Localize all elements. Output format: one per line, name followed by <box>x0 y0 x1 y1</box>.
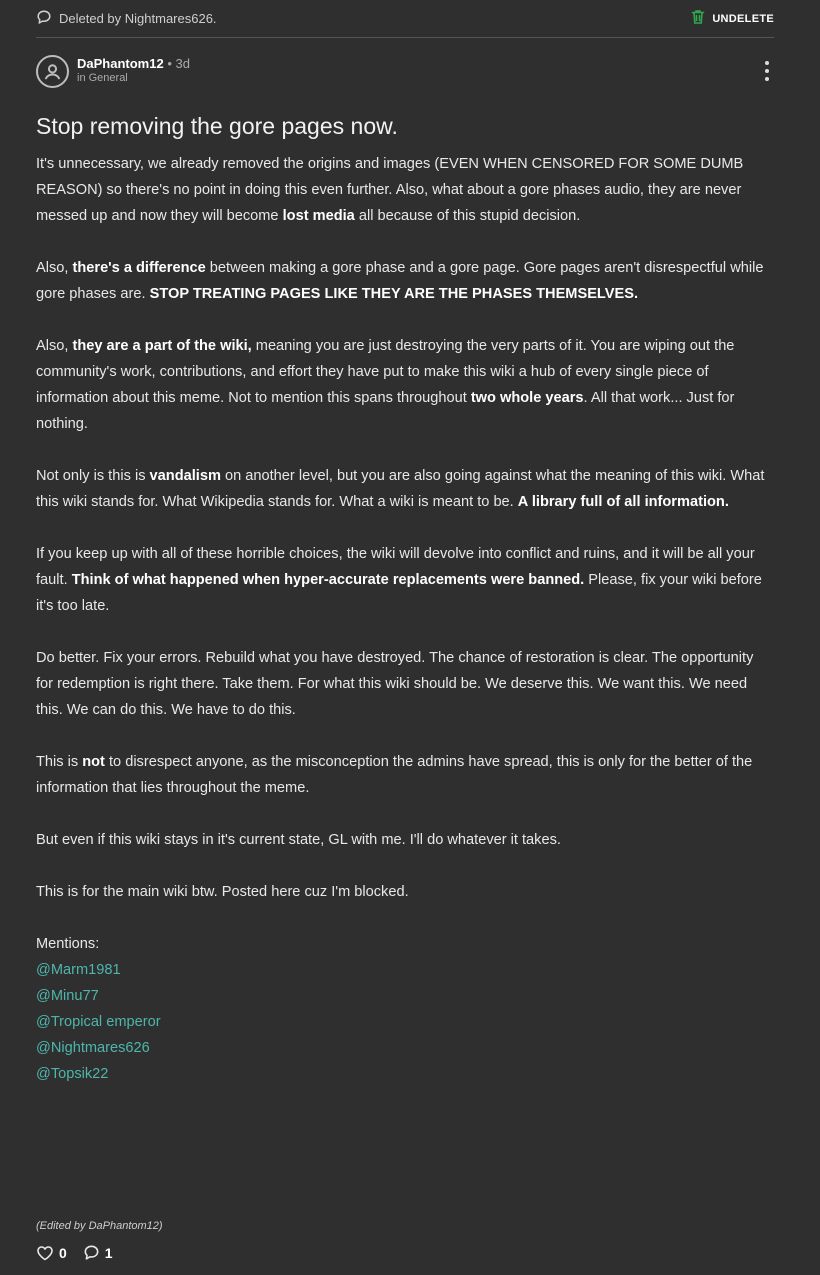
more-options-icon[interactable] <box>760 61 774 81</box>
post-paragraph <box>36 645 774 723</box>
text-run: If you keep up with all of these horrible choices, the wiki will devolve into conflict and ruins, and it will be all your fault. <box>36 546 755 588</box>
mention-link[interactable]: @Minu77 <box>36 988 99 1004</box>
comment-icon <box>83 1244 100 1261</box>
text-run: all because of this stupid decision. <box>354 208 581 224</box>
post-paragraph <box>36 541 774 619</box>
reply-count: 1 <box>104 1244 113 1261</box>
text-run: This is for the main wiki btw. Posted here cuz I'm blocked. <box>36 884 409 900</box>
bold-text: STOP TREATING PAGES LIKE THEY ARE THE PHASES THEMSELVES. <box>149 286 639 302</box>
undelete-label: UNDELETE <box>712 12 774 25</box>
post-paragraph <box>36 749 774 801</box>
heart-icon <box>36 1245 54 1261</box>
mention-link[interactable]: @Marm1981 <box>36 962 121 978</box>
text-run: to disrespect anyone, as the misconception the admins have spread, this is only for the better of the information that lies throughout the meme. <box>36 754 753 796</box>
author-name[interactable]: DaPhantom12 <box>77 56 164 71</box>
like-button[interactable] <box>36 1245 67 1261</box>
post-paragraph <box>36 255 774 307</box>
post-paragraph <box>36 151 774 229</box>
trash-restore-icon <box>690 9 706 28</box>
author-line <box>77 57 190 71</box>
edited-note: (Edited by DaPhantom12) <box>36 1220 163 1232</box>
bold-text: vandalism <box>149 468 221 484</box>
undelete-button[interactable] <box>690 9 774 28</box>
deleted-by-text: Deleted by Nightmares626. <box>59 11 217 26</box>
bold-text: not <box>82 754 105 770</box>
bold-text: two whole years <box>470 390 584 406</box>
text-run: Please, fix your wiki before it's too late. <box>36 572 762 614</box>
mention-link[interactable]: @Topsik22 <box>36 1066 109 1082</box>
deleted-banner <box>36 0 774 38</box>
post-header <box>36 53 774 89</box>
mentions-section <box>36 931 774 1087</box>
mention-link[interactable]: @Nightmares626 <box>36 1040 150 1056</box>
meta-separator: • <box>167 56 172 71</box>
bold-text: there's a difference <box>72 260 206 276</box>
post-paragraph <box>36 333 774 437</box>
mention-link[interactable]: @Tropical emperor <box>36 1014 161 1030</box>
text-run: But even if this wiki stays in it's current state, GL with me. I'll do whatever it takes. <box>36 832 561 848</box>
bold-text: lost media <box>282 208 355 224</box>
post-paragraph <box>36 879 774 905</box>
post-meta <box>77 57 190 85</box>
text-run: meaning you are just destroying the very parts of it. You are wiping out the community's work, contributions, and effort they have put to make this wiki a hub of every single piece of information about this meme. Not to mention this spans throughout <box>36 338 735 406</box>
text-run: . All that work... Just for nothing. <box>36 390 735 432</box>
post-actions <box>36 1244 113 1261</box>
bold-text: they are a part of the wiki, <box>72 338 252 354</box>
like-count: 0 <box>59 1244 67 1261</box>
bold-text: Think of what happened when hyper-accurate replacements were banned. <box>71 572 585 588</box>
text-run: between making a gore phase and a gore page. Gore pages aren't disrespectful while gore phases are. <box>36 260 764 302</box>
reply-button[interactable] <box>83 1244 113 1261</box>
post-age: 3d <box>175 56 190 71</box>
speech-bubble-icon <box>36 9 52 28</box>
text-run: Not only is this is <box>36 468 150 484</box>
deleted-notice <box>36 9 217 28</box>
post-title: Stop removing the gore pages now. <box>36 113 398 139</box>
text-run: It's unnecessary, we already removed the origins and images (EVEN WHEN CENSORED FOR SOME DUMB REASON) so there's no point in doing this even further. Also, what about a gore phases audio, they are never messed up and now they will become <box>36 156 744 224</box>
user-icon <box>42 61 63 82</box>
mentions-label: Mentions: <box>36 936 100 952</box>
text-run: This is <box>36 754 83 770</box>
avatar[interactable] <box>36 55 69 88</box>
post-body <box>36 151 774 905</box>
post-paragraph <box>36 463 774 515</box>
text-run: on another level, but you are also going against what the meaning of this wiki. What this wiki stands for. What Wikipedia stands for. What a wiki is meant to be. <box>36 468 765 510</box>
post-category[interactable]: in General <box>77 72 128 84</box>
text-run: Do better. Fix your errors. Rebuild what you have destroyed. The chance of restoration is clear. The opportunity for redemption is right there. Take them. For what this wiki should be. We deserve this. We want this. We need this. We can do this. We have to do this. <box>36 650 754 718</box>
text-run: Also, <box>36 338 73 354</box>
post-paragraph <box>36 827 774 853</box>
bold-text: A library full of all information. <box>517 494 729 510</box>
text-run: Also, <box>36 260 73 276</box>
